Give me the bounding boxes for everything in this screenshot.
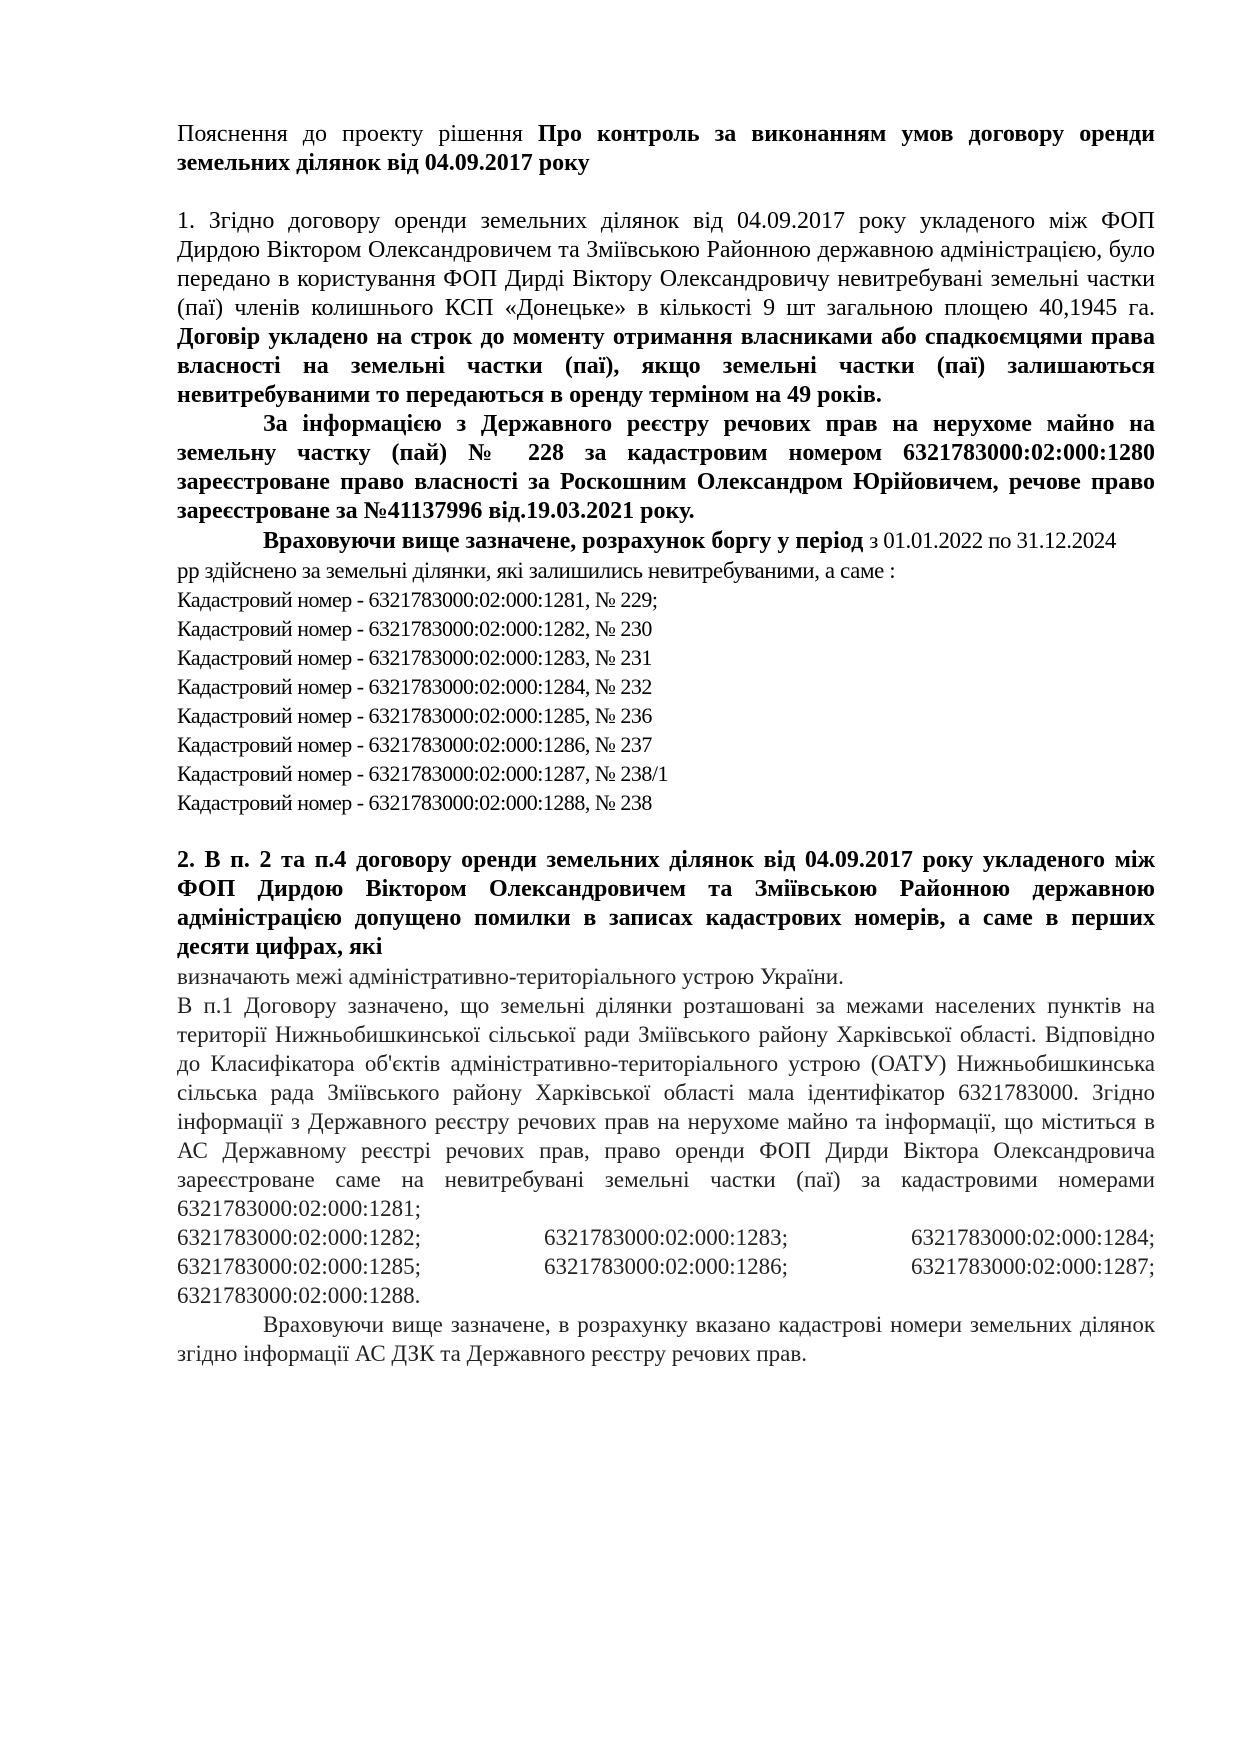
list-item: Кадастровий номер - 6321783000:02:000:1283, № 231 bbox=[177, 645, 652, 670]
cadastral-numbers-row bbox=[177, 1252, 1155, 1281]
cadastral-number: 6321783000:02:000:1287; bbox=[910, 1254, 1155, 1279]
cadastral-number-last: 6321783000:02:000:1288. bbox=[177, 1283, 421, 1308]
section2-paragraph1-continued: визначають межі адміністративно-територіального устрою України. bbox=[177, 964, 844, 989]
document-title bbox=[177, 120, 1155, 178]
list-item: Кадастровий номер - 6321783000:02:000:1287, № 238/1 bbox=[177, 761, 668, 786]
cadastral-number: 6321783000:02:000:1282; bbox=[177, 1225, 422, 1250]
section1-paragraph3 bbox=[177, 526, 1155, 556]
list-item: Кадастровий номер - 6321783000:02:000:1285, № 236 bbox=[177, 703, 652, 728]
list-item: Кадастровий номер - 6321783000:02:000:1284, № 232 bbox=[177, 674, 652, 699]
list-item: Кадастровий номер - 6321783000:02:000:1286, № 237 bbox=[177, 732, 652, 757]
list-item: Кадастровий номер - 6321783000:02:000:1288, № 238 bbox=[177, 790, 652, 815]
section1-p3-bold: Враховуючи вище зазначене, розрахунок боргу у період bbox=[263, 528, 870, 554]
section2-paragraph3: Враховуючи вище зазначене, в розрахунку вказано кадастрові номери земельних ділянок згідно інформації АС ДЗК та Державного реєстру речових прав. bbox=[177, 1312, 1155, 1366]
cadastral-numbers-row bbox=[177, 1223, 1155, 1252]
section2-paragraph2: В п.1 Договору зазначено, що земельні ділянки розташовані за межами населених пунктів на території Нижньобишкинської сільської ради Зміївського району Харківської області. Відповідно до Класифікатора об'єктів адміністративно-територіального устрою (ОАТУ) Нижньобишкинська сільська рада Зміївського району Харківської області мала ідентифікатор 6321783000. Згідно інформації з Державного реєстру речових прав на нерухоме майно та інформації, що міститься в АС Державному реєстрі речових прав, право оренди ФОП Дирди Віктора Олександровича зареєстроване саме на невитребувані земельні частки (паї) за кадастровими номерами 6321783000:02:000:1281; bbox=[177, 993, 1155, 1221]
section1-paragraph1 bbox=[177, 207, 1155, 410]
section1-p1-bold: Договір укладено на строк до моменту отримання власниками або спадкоємцями права власності на земельні частки (паї), якщо земельні частки (паї) залишаються невитребуваними то передаються в оренду терміном на 49 років. bbox=[177, 324, 1155, 408]
cadastral-number: 6321783000:02:000:1285; bbox=[177, 1254, 422, 1279]
list-item: Кадастровий номер - 6321783000:02:000:1281, № 229; bbox=[177, 587, 658, 612]
section1-p3-period: з 01.01.2022 по 31.12.2024 bbox=[869, 528, 1117, 553]
section2-paragraph1: 2. В п. 2 та п.4 договору оренди земельних ділянок від 04.09.2017 року укладеного між ФОП Дирдою Віктором Олександровичем та Зміївською Районною державною адміністрацією допущено помилки в записах кадастрових номерів, а саме в перших десяти цифрах, які bbox=[177, 847, 1155, 960]
section1-paragraph3-continued: рр здійснено за земельні ділянки, які залишились невитребуваними, а саме : bbox=[177, 558, 896, 583]
document-page bbox=[177, 120, 1155, 1368]
section1-p1-plain: 1. Згідно договору оренди земельних ділянок від 04.09.2017 року укладеного між ФОП Дирдою Віктором Олександровичем та Зміївською Районною державною адміністрацією, було передано в користування ФОП Дирді Віктору Олександровичу невитребувані земельні частки (паї) членів колишнього КСП «Донецьке» в кількості 9 шт загальною площею 40,1945 га. bbox=[177, 208, 1155, 321]
title-prefix: Пояснення до проекту рішення bbox=[177, 121, 538, 147]
list-item: Кадастровий номер - 6321783000:02:000:1282, № 230 bbox=[177, 616, 652, 641]
cadastral-list bbox=[177, 585, 1155, 817]
cadastral-number: 6321783000:02:000:1283; bbox=[543, 1225, 789, 1250]
section1-paragraph2: За інформацією з Державного реєстру речових прав на нерухоме майно на земельну частку (пай) № 228 за кадастровим номером 6321783000:02:000:1280 зареєстроване право власності за Роскошним Олександром Юрійовичем, речове право зареєстроване за №41137996 від.19.03.2021 року. bbox=[177, 411, 1155, 524]
title-bold: Про контроль за виконанням умов договору оренди земельних ділянок від 04.09.2017 року bbox=[177, 121, 1155, 176]
cadastral-number: 6321783000:02:000:1286; bbox=[543, 1254, 789, 1279]
cadastral-number: 6321783000:02:000:1284; bbox=[910, 1225, 1155, 1250]
